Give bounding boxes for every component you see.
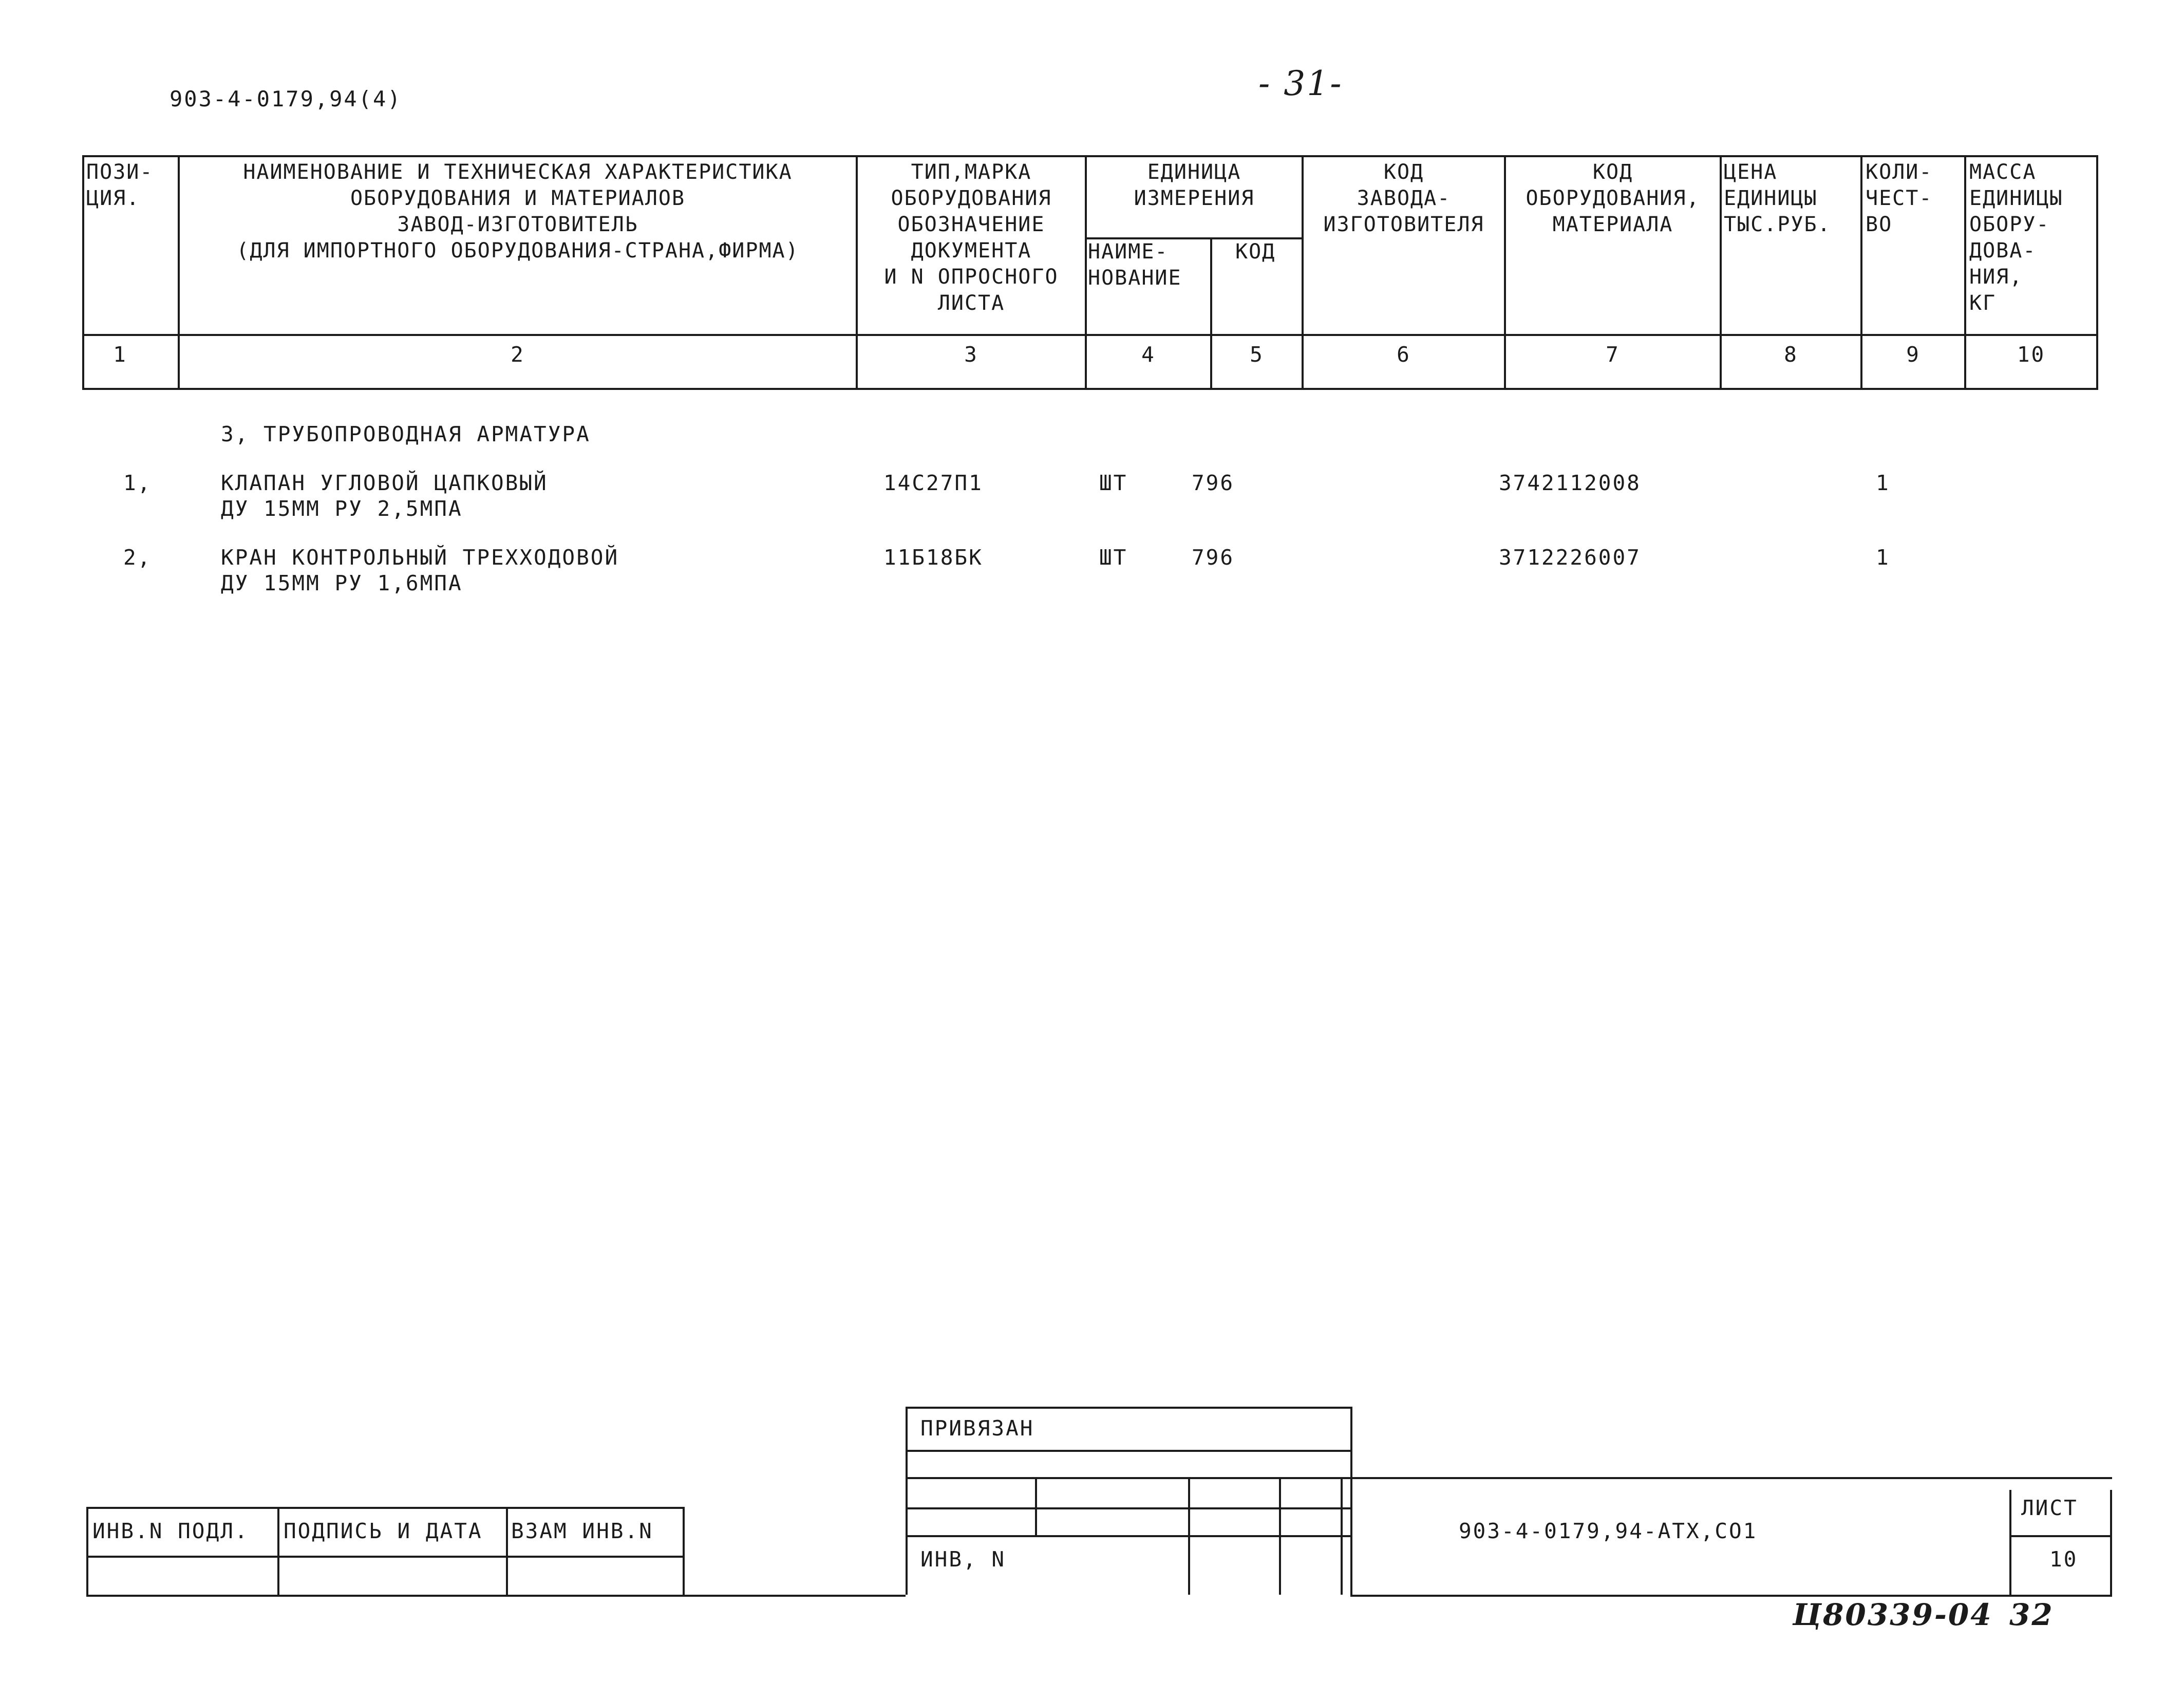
col-divider-10 — [2096, 155, 2098, 388]
header-price: ЦЕНА ЕДИНИЦЫ ТЫС.РУБ. — [1724, 160, 1831, 236]
header-unit-name: НАИМЕ- НОВАНИЕ — [1088, 240, 1182, 290]
row-name: КРАН КОНТРОЛЬНЫЙ ТРЕХХОДОВОЙ — [221, 545, 619, 570]
binding-divider-3 — [1279, 1477, 1281, 1595]
column-number-4: 4 — [1141, 342, 1156, 367]
column-number-2: 2 — [511, 342, 525, 367]
column-number-7: 7 — [1606, 342, 1620, 367]
row-name: КЛАПАН УГЛОВОЙ ЦАПКОВЫЙ — [221, 471, 548, 495]
header-bottom-border — [82, 334, 2098, 336]
handwritten-page-number: 32 — [2009, 1597, 2054, 1632]
header-maker-code: КОД ЗАВОДА- ИЗГОТОВИТЕЛЯ — [1323, 160, 1484, 236]
header-unit: ЕДИНИЦА ИЗМЕРЕНИЯ — [1134, 160, 1255, 210]
header-mass: МАССА ЕДИНИЦЫ ОБОРУ- ДОВА- НИЯ, КГ — [1969, 160, 2063, 315]
section-title: 3, ТРУБОПРОВОДНАЯ АРМАТУРА — [221, 422, 591, 446]
row-name-detail: ДУ 15ММ РУ 2,5МПА — [221, 496, 463, 521]
row-type: 14С27П1 — [883, 471, 983, 495]
stamp-sheet-number: 10 — [2049, 1547, 2078, 1572]
row-unit: ШТ — [1099, 545, 1128, 570]
stamp-inv-number: ИНВ, N — [920, 1547, 1006, 1572]
document-code: 903-4-0179,94(4) — [170, 86, 402, 111]
header-equipment-code: КОД ОБОРУДОВАНИЯ, МАТЕРИАЛА — [1526, 160, 1700, 236]
stamp-replacement-inv: ВЗАМ ИНВ.N — [511, 1519, 653, 1543]
header-type: ТИП,МАРКА ОБОРУДОВАНИЯ ОБОЗНАЧЕНИЕ ДОКУМЕНТА И N ОПРОСНОГО ЛИСТА — [884, 160, 1059, 315]
row-type: 11Б18БК — [883, 545, 983, 570]
handwritten-archive-code: Ц80339-04 — [1793, 1597, 1993, 1632]
row-position: 1, — [123, 471, 152, 495]
sheet-cell-right-border — [2110, 1490, 2112, 1595]
column-number-10: 10 — [2017, 342, 2046, 367]
stamp-left-divider-0 — [86, 1507, 88, 1595]
binding-line-2 — [906, 1477, 1350, 1479]
stamp-left-divider-1 — [277, 1507, 279, 1595]
row-equipment-code: 3712226007 — [1499, 545, 1641, 570]
column-number-8: 8 — [1784, 342, 1798, 367]
column-number-3: 3 — [964, 342, 978, 367]
header-quantity: КОЛИ- ЧЕСТ- ВО — [1866, 160, 1933, 236]
row-quantity: 1 — [1876, 471, 1890, 495]
binding-divider-4 — [1341, 1477, 1343, 1595]
binding-divider-5 — [1350, 1407, 1352, 1595]
stamp-left-top-border — [86, 1507, 685, 1509]
row-name-detail: ДУ 15ММ РУ 1,6МПА — [221, 571, 463, 595]
stamp-privyazan: ПРИВЯЗАН — [920, 1416, 1034, 1441]
binding-line-1 — [906, 1450, 1350, 1452]
title-block-top-border — [1350, 1477, 2112, 1479]
binding-divider-1 — [1035, 1477, 1037, 1535]
stamp-left-divider-3 — [683, 1507, 685, 1595]
row-unit-code: 796 — [1192, 545, 1235, 570]
column-number-5: 5 — [1250, 342, 1264, 367]
stamp-left-bottom-border — [86, 1595, 906, 1597]
row-unit: ШТ — [1099, 471, 1128, 495]
stamp-left-mid-border — [86, 1556, 685, 1558]
numbers-bottom-border — [82, 388, 2098, 390]
table-top-border — [82, 155, 2098, 157]
row-position: 2, — [123, 545, 152, 570]
binding-line-3 — [906, 1507, 1350, 1509]
binding-divider-2 — [1188, 1477, 1190, 1595]
row-equipment-code: 3742112008 — [1499, 471, 1641, 495]
header-position: ПОЗИ- ЦИЯ. — [86, 160, 154, 210]
column-number-6: 6 — [1397, 342, 1411, 367]
header-unit-code: КОД — [1235, 240, 1276, 264]
binding-top-border — [906, 1407, 1350, 1409]
stamp-inv-original: ИНВ.N ПОДЛ. — [92, 1519, 249, 1543]
binding-line-4 — [906, 1535, 1350, 1537]
sheet-cell-left-border — [2009, 1490, 2011, 1595]
column-number-9: 9 — [1906, 342, 1921, 367]
page-number: - 31- — [1258, 64, 1343, 103]
row-quantity: 1 — [1876, 545, 1890, 570]
sheet-cell-mid-border — [2009, 1535, 2112, 1537]
stamp-left-divider-2 — [506, 1507, 508, 1595]
stamp-sheet-label: ЛИСТ — [2021, 1496, 2078, 1520]
binding-divider-0 — [906, 1407, 908, 1595]
stamp-designation: 903-4-0179,94-АТХ,СО1 — [1459, 1519, 1758, 1543]
stamp-signature-date: ПОДПИСЬ И ДАТА — [284, 1519, 483, 1543]
row-unit-code: 796 — [1192, 471, 1235, 495]
column-number-1: 1 — [113, 342, 127, 367]
header-name: НАИМЕНОВАНИЕ И ТЕХНИЧЕСКАЯ ХАРАКТЕРИСТИКА ОБОРУДОВАНИЯ И МАТЕРИАЛОВ ЗАВОД-ИЗГОТОВИТЕЛЬ (ДЛЯ ИМПОРТНОГО ОБОРУДОВАНИЯ-СТРАНА,ФИРМА) — [236, 160, 799, 263]
title-block-bottom-border — [1350, 1595, 2112, 1597]
